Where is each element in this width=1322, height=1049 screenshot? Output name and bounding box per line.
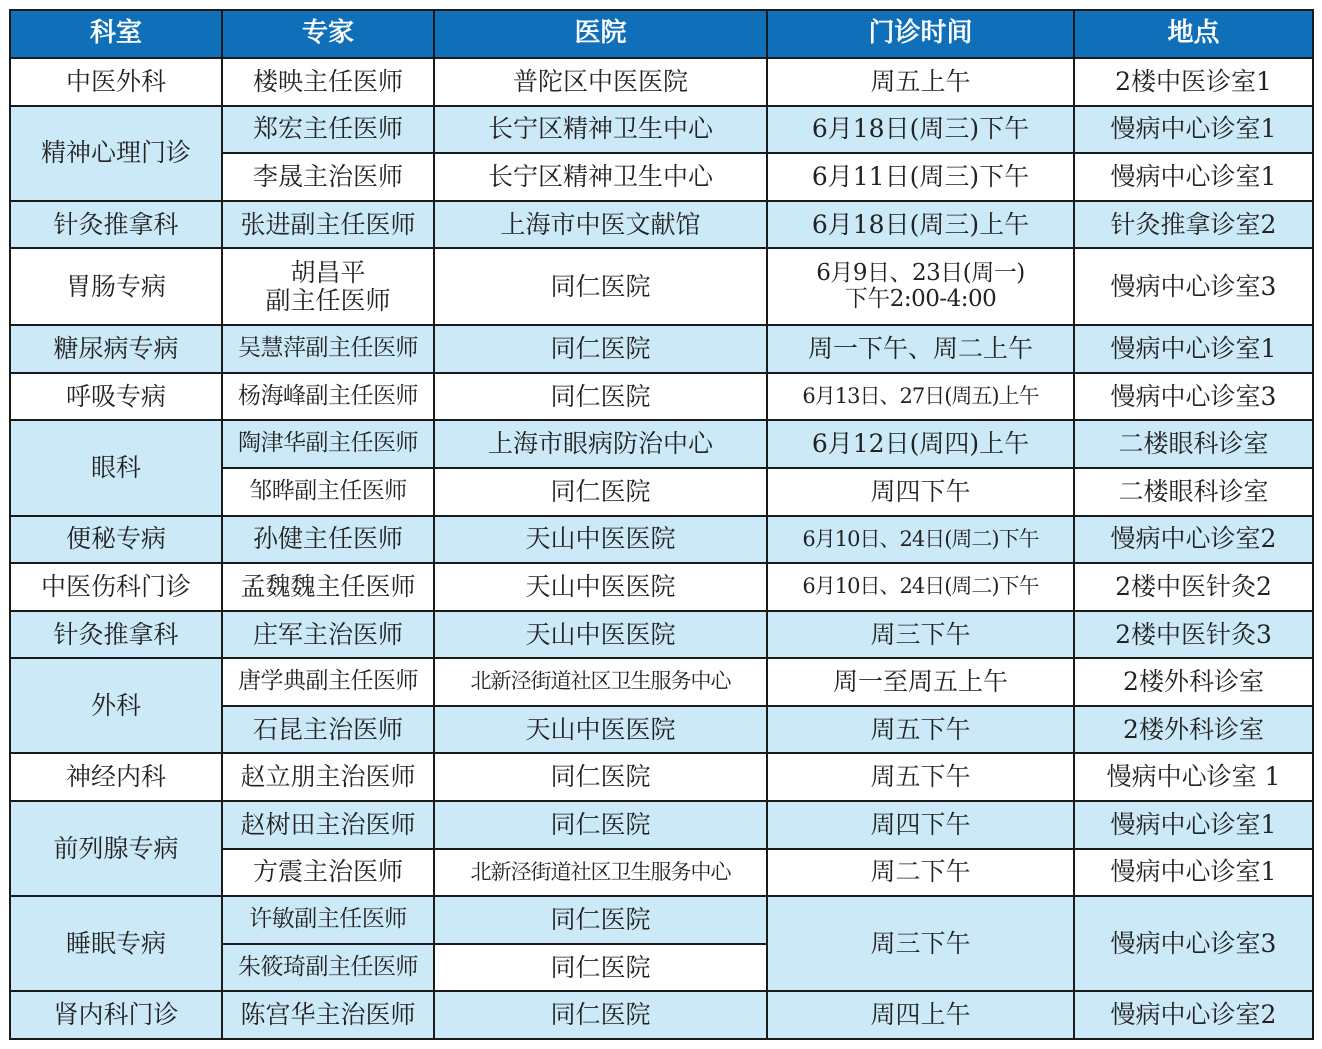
hospital-cell: 北新泾街道社区卫生服务中心 <box>434 849 767 897</box>
hospital-cell: 普陀区中医医院 <box>434 58 767 106</box>
doctor-cell: 方震主治医师 <box>222 849 434 897</box>
doctor-cell: 孟魏魏主任医师 <box>222 563 434 611</box>
location-cell: 慢病中心诊室1 <box>1074 325 1313 373</box>
hospital-cell: 同仁医院 <box>434 753 767 801</box>
location-cell: 2楼外科诊室 <box>1074 706 1313 754</box>
location-cell: 2楼外科诊室 <box>1074 658 1313 706</box>
location-cell: 慢病中心诊室1 <box>1074 106 1313 154</box>
time-cell: 周四下午 <box>767 801 1074 849</box>
hospital-cell: 北新泾街道社区卫生服务中心 <box>434 658 767 706</box>
hospital-cell: 天山中医医院 <box>434 516 767 564</box>
location-cell: 二楼眼科诊室 <box>1074 468 1313 516</box>
doctor-name: 胡昌平 <box>290 257 366 287</box>
hospital-cell: 长宁区精神卫生中心 <box>434 106 767 154</box>
table-row <box>10 516 1313 564</box>
doctor-cell: 孙健主任医师 <box>222 516 434 564</box>
doctor-cell: 李晟主治医师 <box>222 153 434 201</box>
table-row <box>10 106 1313 154</box>
time-cell: 6月11日(周三)下午 <box>767 153 1074 201</box>
time-cell: 6月10日、24日(周二)下午 <box>767 516 1074 564</box>
table-row <box>10 201 1313 249</box>
doctor-cell: 吴慧萍副主任医师 <box>222 325 434 373</box>
time-cell: 周一至周五上午 <box>767 658 1074 706</box>
time-cell: 周五上午 <box>767 58 1074 106</box>
table-row <box>10 801 1313 849</box>
time-cell: 周三下午 <box>767 896 1074 991</box>
doctor-title: 副主任医师 <box>265 285 391 315</box>
location-cell: 针灸推拿诊室2 <box>1074 201 1313 249</box>
hospital-cell: 天山中医医院 <box>434 611 767 659</box>
doctor-cell: 陶津华副主任医师 <box>222 420 434 468</box>
location-cell: 慢病中心诊室 1 <box>1074 753 1313 801</box>
location-cell: 二楼眼科诊室 <box>1074 420 1313 468</box>
dept-cell: 肾内科门诊 <box>10 991 222 1039</box>
table-row <box>10 753 1313 801</box>
time-dates: 6月9日、23日(周一) <box>816 260 1025 287</box>
hospital-cell: 长宁区精神卫生中心 <box>434 153 767 201</box>
table-row <box>10 658 1313 706</box>
location-cell: 慢病中心诊室3 <box>1074 248 1313 325</box>
doctor-cell: 杨海峰副主任医师 <box>222 373 434 421</box>
doctor-cell: 许敏副主任医师 <box>222 896 434 944</box>
location-cell: 慢病中心诊室1 <box>1074 849 1313 897</box>
time-cell: 6月13日、27日(周五)上午 <box>767 373 1074 421</box>
time-cell: 6月18日(周三)上午 <box>767 201 1074 249</box>
dept-cell: 精神心理门诊 <box>10 106 222 201</box>
location-cell: 慢病中心诊室3 <box>1074 896 1313 991</box>
location-cell: 2楼中医针灸2 <box>1074 563 1313 611</box>
doctor-cell: 石昆主治医师 <box>222 706 434 754</box>
location-cell: 慢病中心诊室2 <box>1074 991 1313 1039</box>
table-row <box>10 611 1313 659</box>
hospital-cell: 上海市中医文献馆 <box>434 201 767 249</box>
location-cell: 2楼中医针灸3 <box>1074 611 1313 659</box>
table-row <box>10 991 1313 1039</box>
doctor-cell: 庄军主治医师 <box>222 611 434 659</box>
time-cell: 周五下午 <box>767 706 1074 754</box>
hospital-cell: 上海市眼病防治中心 <box>434 420 767 468</box>
doctor-cell: 朱筱琦副主任医师 <box>222 944 434 992</box>
time-cell: 6月12日(周四)上午 <box>767 420 1074 468</box>
location-cell: 2楼中医诊室1 <box>1074 58 1313 106</box>
time-cell: 6月10日、24日(周二)下午 <box>767 563 1074 611</box>
hospital-cell: 同仁医院 <box>434 944 767 992</box>
clinic-schedule-table <box>9 9 1314 1040</box>
hospital-cell: 天山中医医院 <box>434 706 767 754</box>
header-hospital: 医院 <box>434 10 767 58</box>
doctor-cell <box>222 248 434 325</box>
doctor-cell: 张进副主任医师 <box>222 201 434 249</box>
table-row <box>10 248 1313 325</box>
dept-cell: 胃肠专病 <box>10 248 222 325</box>
time-cell: 周二下午 <box>767 849 1074 897</box>
hospital-cell: 同仁医院 <box>434 801 767 849</box>
dept-cell: 神经内科 <box>10 753 222 801</box>
hospital-cell: 同仁医院 <box>434 896 767 944</box>
dept-cell: 外科 <box>10 658 222 753</box>
table-row <box>10 896 1313 944</box>
doctor-cell: 赵树田主治医师 <box>222 801 434 849</box>
table-row <box>10 563 1313 611</box>
hospital-cell: 天山中医医院 <box>434 563 767 611</box>
doctor-cell: 楼映主任医师 <box>222 58 434 106</box>
table-row <box>10 325 1313 373</box>
hospital-cell: 同仁医院 <box>434 468 767 516</box>
time-hours: 下午2:00-4:00 <box>844 285 997 312</box>
time-cell: 周三下午 <box>767 611 1074 659</box>
doctor-cell: 郑宏主任医师 <box>222 106 434 154</box>
dept-cell: 眼科 <box>10 420 222 515</box>
header-row <box>10 10 1313 58</box>
doctor-cell: 赵立朋主治医师 <box>222 753 434 801</box>
doctor-cell: 唐学典副主任医师 <box>222 658 434 706</box>
hospital-cell: 同仁医院 <box>434 991 767 1039</box>
time-cell: 周一下午、周二上午 <box>767 325 1074 373</box>
doctor-cell: 陈宫华主治医师 <box>222 991 434 1039</box>
hospital-cell: 同仁医院 <box>434 325 767 373</box>
dept-cell: 前列腺专病 <box>10 801 222 896</box>
dept-cell: 呼吸专病 <box>10 373 222 421</box>
time-cell: 周四下午 <box>767 468 1074 516</box>
time-cell: 周五下午 <box>767 753 1074 801</box>
dept-cell: 糖尿病专病 <box>10 325 222 373</box>
dept-cell: 中医外科 <box>10 58 222 106</box>
table-row <box>10 420 1313 468</box>
time-cell: 周四上午 <box>767 991 1074 1039</box>
table-row <box>10 373 1313 421</box>
doctor-cell: 邹晔副主任医师 <box>222 468 434 516</box>
location-cell: 慢病中心诊室1 <box>1074 153 1313 201</box>
time-cell <box>767 248 1074 325</box>
header-time: 门诊时间 <box>767 10 1074 58</box>
table-row <box>10 58 1313 106</box>
dept-cell: 针灸推拿科 <box>10 611 222 659</box>
time-cell: 6月18日(周三)下午 <box>767 106 1074 154</box>
dept-cell: 针灸推拿科 <box>10 201 222 249</box>
location-cell: 慢病中心诊室1 <box>1074 801 1313 849</box>
header-dept: 科室 <box>10 10 222 58</box>
dept-cell: 中医伤科门诊 <box>10 563 222 611</box>
header-doctor: 专家 <box>222 10 434 58</box>
hospital-cell: 同仁医院 <box>434 373 767 421</box>
hospital-cell: 同仁医院 <box>434 248 767 325</box>
dept-cell: 便秘专病 <box>10 516 222 564</box>
location-cell: 慢病中心诊室2 <box>1074 516 1313 564</box>
header-location: 地点 <box>1074 10 1313 58</box>
dept-cell: 睡眠专病 <box>10 896 222 991</box>
location-cell: 慢病中心诊室3 <box>1074 373 1313 421</box>
